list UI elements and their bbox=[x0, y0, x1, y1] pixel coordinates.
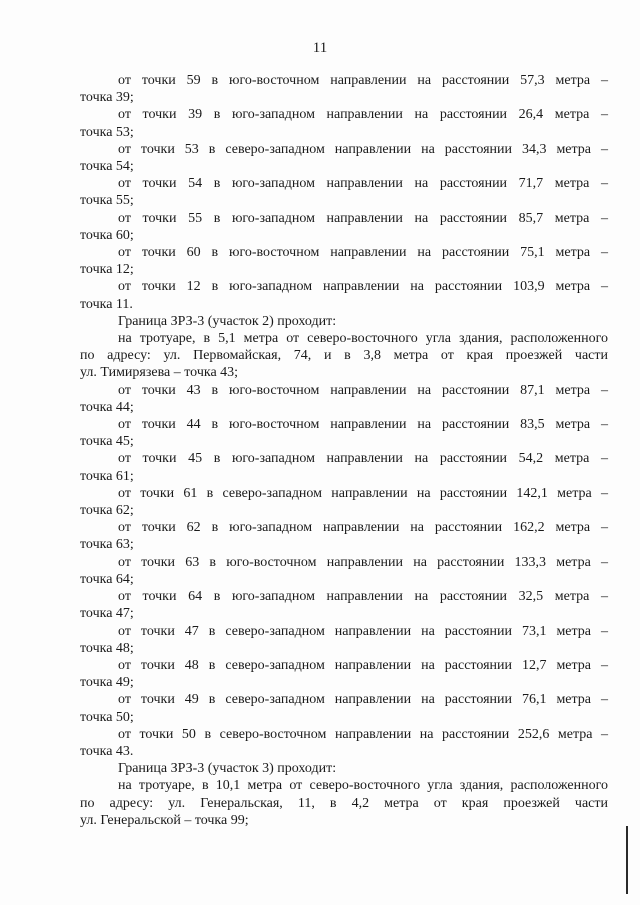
list-item bbox=[80, 588, 608, 622]
list-item bbox=[80, 72, 608, 106]
paragraph-continuation: точка 11. bbox=[80, 296, 133, 312]
list-item bbox=[80, 278, 608, 312]
paragraph-continuation: точка 45; bbox=[80, 434, 134, 450]
list-item bbox=[80, 726, 608, 760]
paragraph-line: от точки 60 в юго-восточном направлении на расстоянии 75,1 метра – bbox=[118, 245, 608, 261]
paragraph-line: от точки 45 в юго-западном направлении на расстоянии 54,2 метра – bbox=[118, 451, 608, 467]
paragraph-line: от точки 43 в юго-восточном направлении на расстоянии 87,1 метра – bbox=[118, 382, 608, 398]
paragraph-line: от точки 50 в северо-восточном направлении на расстоянии 252,6 метра – bbox=[118, 726, 608, 742]
paragraph-continuation: точка 12; bbox=[80, 262, 134, 278]
paragraph-line: от точки 63 в юго-восточном направлении на расстоянии 133,3 метра – bbox=[118, 554, 608, 570]
page-number: 11 bbox=[312, 40, 328, 56]
scan-edge-line bbox=[626, 826, 628, 894]
paragraph-continuation: точка 49; bbox=[80, 675, 134, 691]
paragraph-continuation: точка 53; bbox=[80, 124, 134, 140]
paragraph-continuation: точка 39; bbox=[80, 90, 134, 106]
section-heading: Граница ЗРЗ-3 (участок 2) проходит: bbox=[118, 313, 337, 329]
list-item bbox=[80, 450, 608, 484]
paragraph-continuation: точка 43. bbox=[80, 743, 134, 759]
paragraph-line: от точки 55 в юго-западном направлении на расстоянии 85,7 метра – bbox=[118, 210, 608, 226]
paragraph-line: от точки 61 в северо-западном направлении на расстоянии 142,1 метра – bbox=[118, 485, 608, 501]
paragraph-continuation: точка 63; bbox=[80, 537, 134, 553]
paragraph-line: от точки 39 в юго-западном направлении на расстоянии 26,4 метра – bbox=[118, 107, 608, 123]
paragraph-continuation: точка 50; bbox=[80, 709, 134, 725]
list-item bbox=[80, 657, 608, 691]
intro-line: по адресу: ул. Генеральская, 11, в 4,2 метра от края проезжей части bbox=[80, 795, 608, 811]
paragraph-continuation: точка 48; bbox=[80, 640, 134, 656]
list-item bbox=[80, 485, 608, 519]
list-item bbox=[80, 554, 608, 588]
paragraph-line: от точки 54 в юго-западном направлении на расстоянии 71,7 метра – bbox=[118, 176, 608, 192]
paragraph-continuation: точка 54; bbox=[80, 159, 134, 175]
list-item bbox=[80, 210, 608, 244]
list-item bbox=[80, 141, 608, 175]
section-heading: Граница ЗРЗ-3 (участок 3) проходит: bbox=[118, 761, 337, 777]
intro-line: на тротуаре, в 10,1 метра от северо-восточного угла здания, расположенного bbox=[118, 778, 608, 794]
paragraph-continuation: точка 60; bbox=[80, 227, 134, 243]
document-body bbox=[80, 72, 608, 829]
list-item bbox=[80, 106, 608, 140]
paragraph-continuation: точка 64; bbox=[80, 571, 134, 587]
paragraph-continuation: точка 62; bbox=[80, 503, 134, 519]
list-item bbox=[80, 175, 608, 209]
list-item bbox=[80, 416, 608, 450]
paragraph-line: от точки 48 в северо-западном направлении на расстоянии 12,7 метра – bbox=[118, 657, 608, 673]
intro-line: ул. Тимирязева – точка 43; bbox=[80, 365, 239, 381]
intro-line: по адресу: ул. Первомайская, 74, и в 3,8 метра от края проезжей части bbox=[80, 348, 608, 364]
intro-line: на тротуаре, в 5,1 метра от северо-восточного угла здания, расположенного bbox=[118, 331, 608, 347]
paragraph-line: от точки 44 в юго-восточном направлении на расстоянии 83,5 метра – bbox=[118, 417, 608, 433]
paragraph-line: от точки 49 в северо-западном направлении на расстоянии 76,1 метра – bbox=[118, 692, 608, 708]
paragraph-line: от точки 62 в юго-западном направлении на расстоянии 162,2 метра – bbox=[118, 520, 608, 536]
list-item bbox=[80, 623, 608, 657]
paragraph-line: от точки 12 в юго-западном направлении на расстоянии 103,9 метра – bbox=[118, 279, 608, 295]
paragraph-line: от точки 59 в юго-восточном направлении на расстоянии 57,3 метра – bbox=[118, 73, 608, 88]
list-item bbox=[80, 519, 608, 553]
paragraph-continuation: точка 55; bbox=[80, 193, 134, 209]
paragraph-continuation: точка 61; bbox=[80, 468, 134, 484]
paragraph-continuation: точка 44; bbox=[80, 399, 134, 415]
paragraph-line: от точки 47 в северо-западном направлении на расстоянии 73,1 метра – bbox=[118, 623, 608, 639]
paragraph-continuation: точка 47; bbox=[80, 606, 134, 622]
list-item bbox=[80, 691, 608, 725]
list-item bbox=[80, 382, 608, 416]
intro-line: ул. Генеральской – точка 99; bbox=[80, 812, 249, 828]
paragraph-line: от точки 53 в северо-западном направлении на расстоянии 34,3 метра – bbox=[118, 141, 608, 157]
list-item bbox=[80, 244, 608, 278]
paragraph-line: от точки 64 в юго-западном направлении на расстоянии 32,5 метра – bbox=[118, 589, 608, 605]
